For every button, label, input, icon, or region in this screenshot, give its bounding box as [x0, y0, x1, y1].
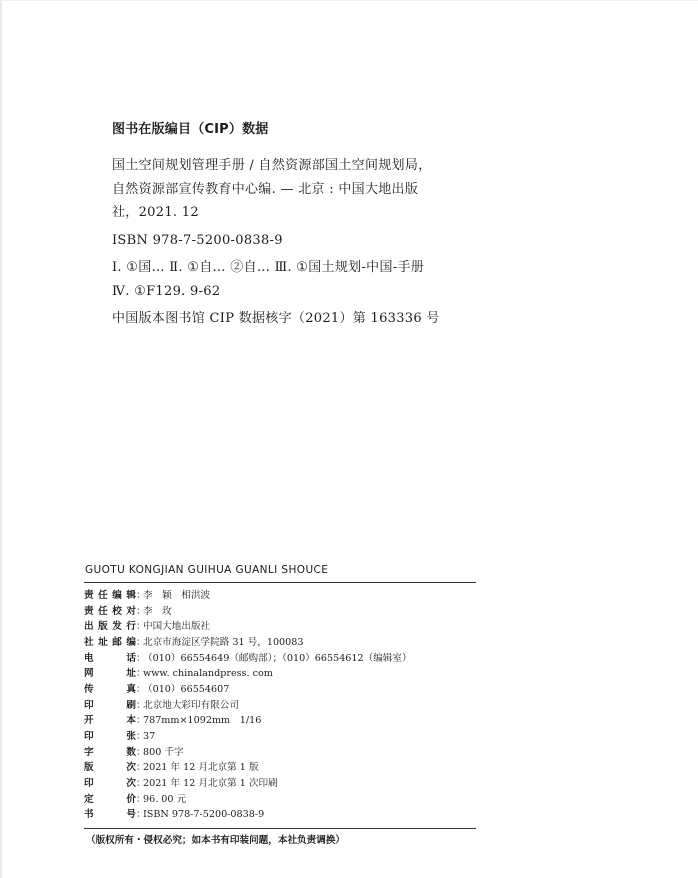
pinyin-title: GUOTU KONGJIAN GUIHUA GUANLI SHOUCE [85, 564, 329, 576]
colophon-row-isbn [84, 807, 476, 823]
colophon-separator: ： [136, 636, 146, 648]
colophon-key: 责任校对 [84, 605, 136, 617]
colophon-value: ISBN 978-7-5200-0838-9 [143, 809, 265, 821]
copyright-note: （版权所有・侵权必究；如本书有印装问题，本社负责调换） [86, 834, 346, 846]
colophon-value: （010）66554649（邮购部）；（010）66554612（编辑室） [143, 652, 412, 664]
colophon-bottom-rule [84, 828, 476, 829]
colophon-row-format [84, 713, 476, 729]
colophon-key: 网 址 [84, 668, 136, 680]
colophon-key: 传 真 [84, 683, 136, 695]
colophon-key: 定 价 [84, 793, 136, 805]
colophon-separator: ： [136, 762, 146, 774]
page-edge [0, 0, 2, 878]
colophon-row-phone [84, 651, 476, 667]
page-edge-top [0, 0, 698, 1]
colophon-key: 书 号 [84, 809, 136, 821]
colophon-value: 2021 年 12 月北京第 1 版 [143, 762, 259, 774]
colophon-value: 北京地大彩印有限公司 [143, 699, 239, 711]
colophon-row-address [84, 635, 476, 651]
colophon-separator: ： [136, 715, 146, 727]
colophon-row-publisher [84, 619, 476, 635]
colophon-row-printer [84, 698, 476, 714]
colophon-key: 电 话 [84, 652, 136, 664]
colophon-key: 社址邮编 [84, 636, 136, 648]
colophon-separator: ： [136, 730, 146, 742]
colophon-separator: ： [136, 668, 146, 680]
colophon-value: 800 千字 [143, 746, 184, 758]
colophon-value: www. chinalandpress. com [143, 668, 273, 680]
colophon-info-list [84, 588, 476, 823]
colophon-row-sheets [84, 729, 476, 745]
colophon-separator: ： [136, 605, 146, 617]
colophon-value: 96. 00 元 [143, 793, 187, 805]
colophon-separator: ： [136, 777, 146, 789]
colophon-separator: ： [136, 590, 146, 601]
cip-title: 图书在版编目（CIP）数据 [112, 122, 269, 137]
colophon-key: 开 本 [84, 715, 136, 727]
colophon-top-rule [84, 582, 476, 583]
colophon-row-edition [84, 760, 476, 776]
colophon-separator: ： [136, 621, 146, 633]
colophon-key: 印 张 [84, 730, 136, 742]
colophon-value: 787mm×1092mm 1/16 [143, 715, 262, 727]
colophon-key: 字 数 [84, 746, 136, 758]
colophon-separator: ： [136, 699, 146, 711]
cip-number: 中国版本图书馆 CIP 数据核字（2021）第 163336 号 [112, 311, 440, 326]
colophon-separator: ： [136, 652, 146, 664]
colophon-row-editor [84, 588, 476, 604]
colophon-row-fax [84, 682, 476, 698]
colophon-value: 李 颖 相洪波 [143, 590, 211, 601]
colophon-row-price [84, 792, 476, 808]
cip-block [112, 120, 442, 335]
colophon-row-website [84, 666, 476, 682]
colophon-value: 37 [143, 730, 156, 742]
cip-classification: Ⅰ. ①国… Ⅱ. ①自… ②自… Ⅲ. ①国土规划-中国-手册 Ⅳ. ①F129. 9-62 [112, 260, 425, 299]
colophon-key: 出版发行 [84, 621, 136, 633]
cip-record: 国土空间规划管理手册 / 自然资源部国土空间规划局，自然资源部宣传教育中心编. — 北京 : 中国大地出版社，2021. 12 [112, 158, 432, 220]
colophon-key: 版 次 [84, 762, 136, 774]
colophon-key: 印 次 [84, 777, 136, 789]
colophon-block [84, 562, 476, 849]
colophon-row-word-count [84, 745, 476, 761]
cip-isbn: ISBN 978-7-5200-0838-9 [112, 232, 283, 248]
colophon-value: 李 玫 [143, 605, 172, 617]
colophon-value: 北京市海淀区学院路 31 号，100083 [143, 636, 304, 648]
colophon-row-proofreader [84, 604, 476, 620]
colophon-separator: ： [136, 746, 146, 758]
colophon-separator: ： [136, 793, 146, 805]
colophon-key: 责任编辑 [84, 590, 136, 601]
colophon-separator: ： [136, 809, 146, 821]
colophon-value: 中国大地出版社 [143, 621, 211, 633]
colophon-value: （010）66554607 [143, 683, 230, 695]
colophon-row-printing [84, 776, 476, 792]
colophon-key: 印 刷 [84, 699, 136, 711]
colophon-separator: ： [136, 683, 146, 695]
colophon-value: 2021 年 12 月北京第 1 次印刷 [143, 777, 278, 789]
